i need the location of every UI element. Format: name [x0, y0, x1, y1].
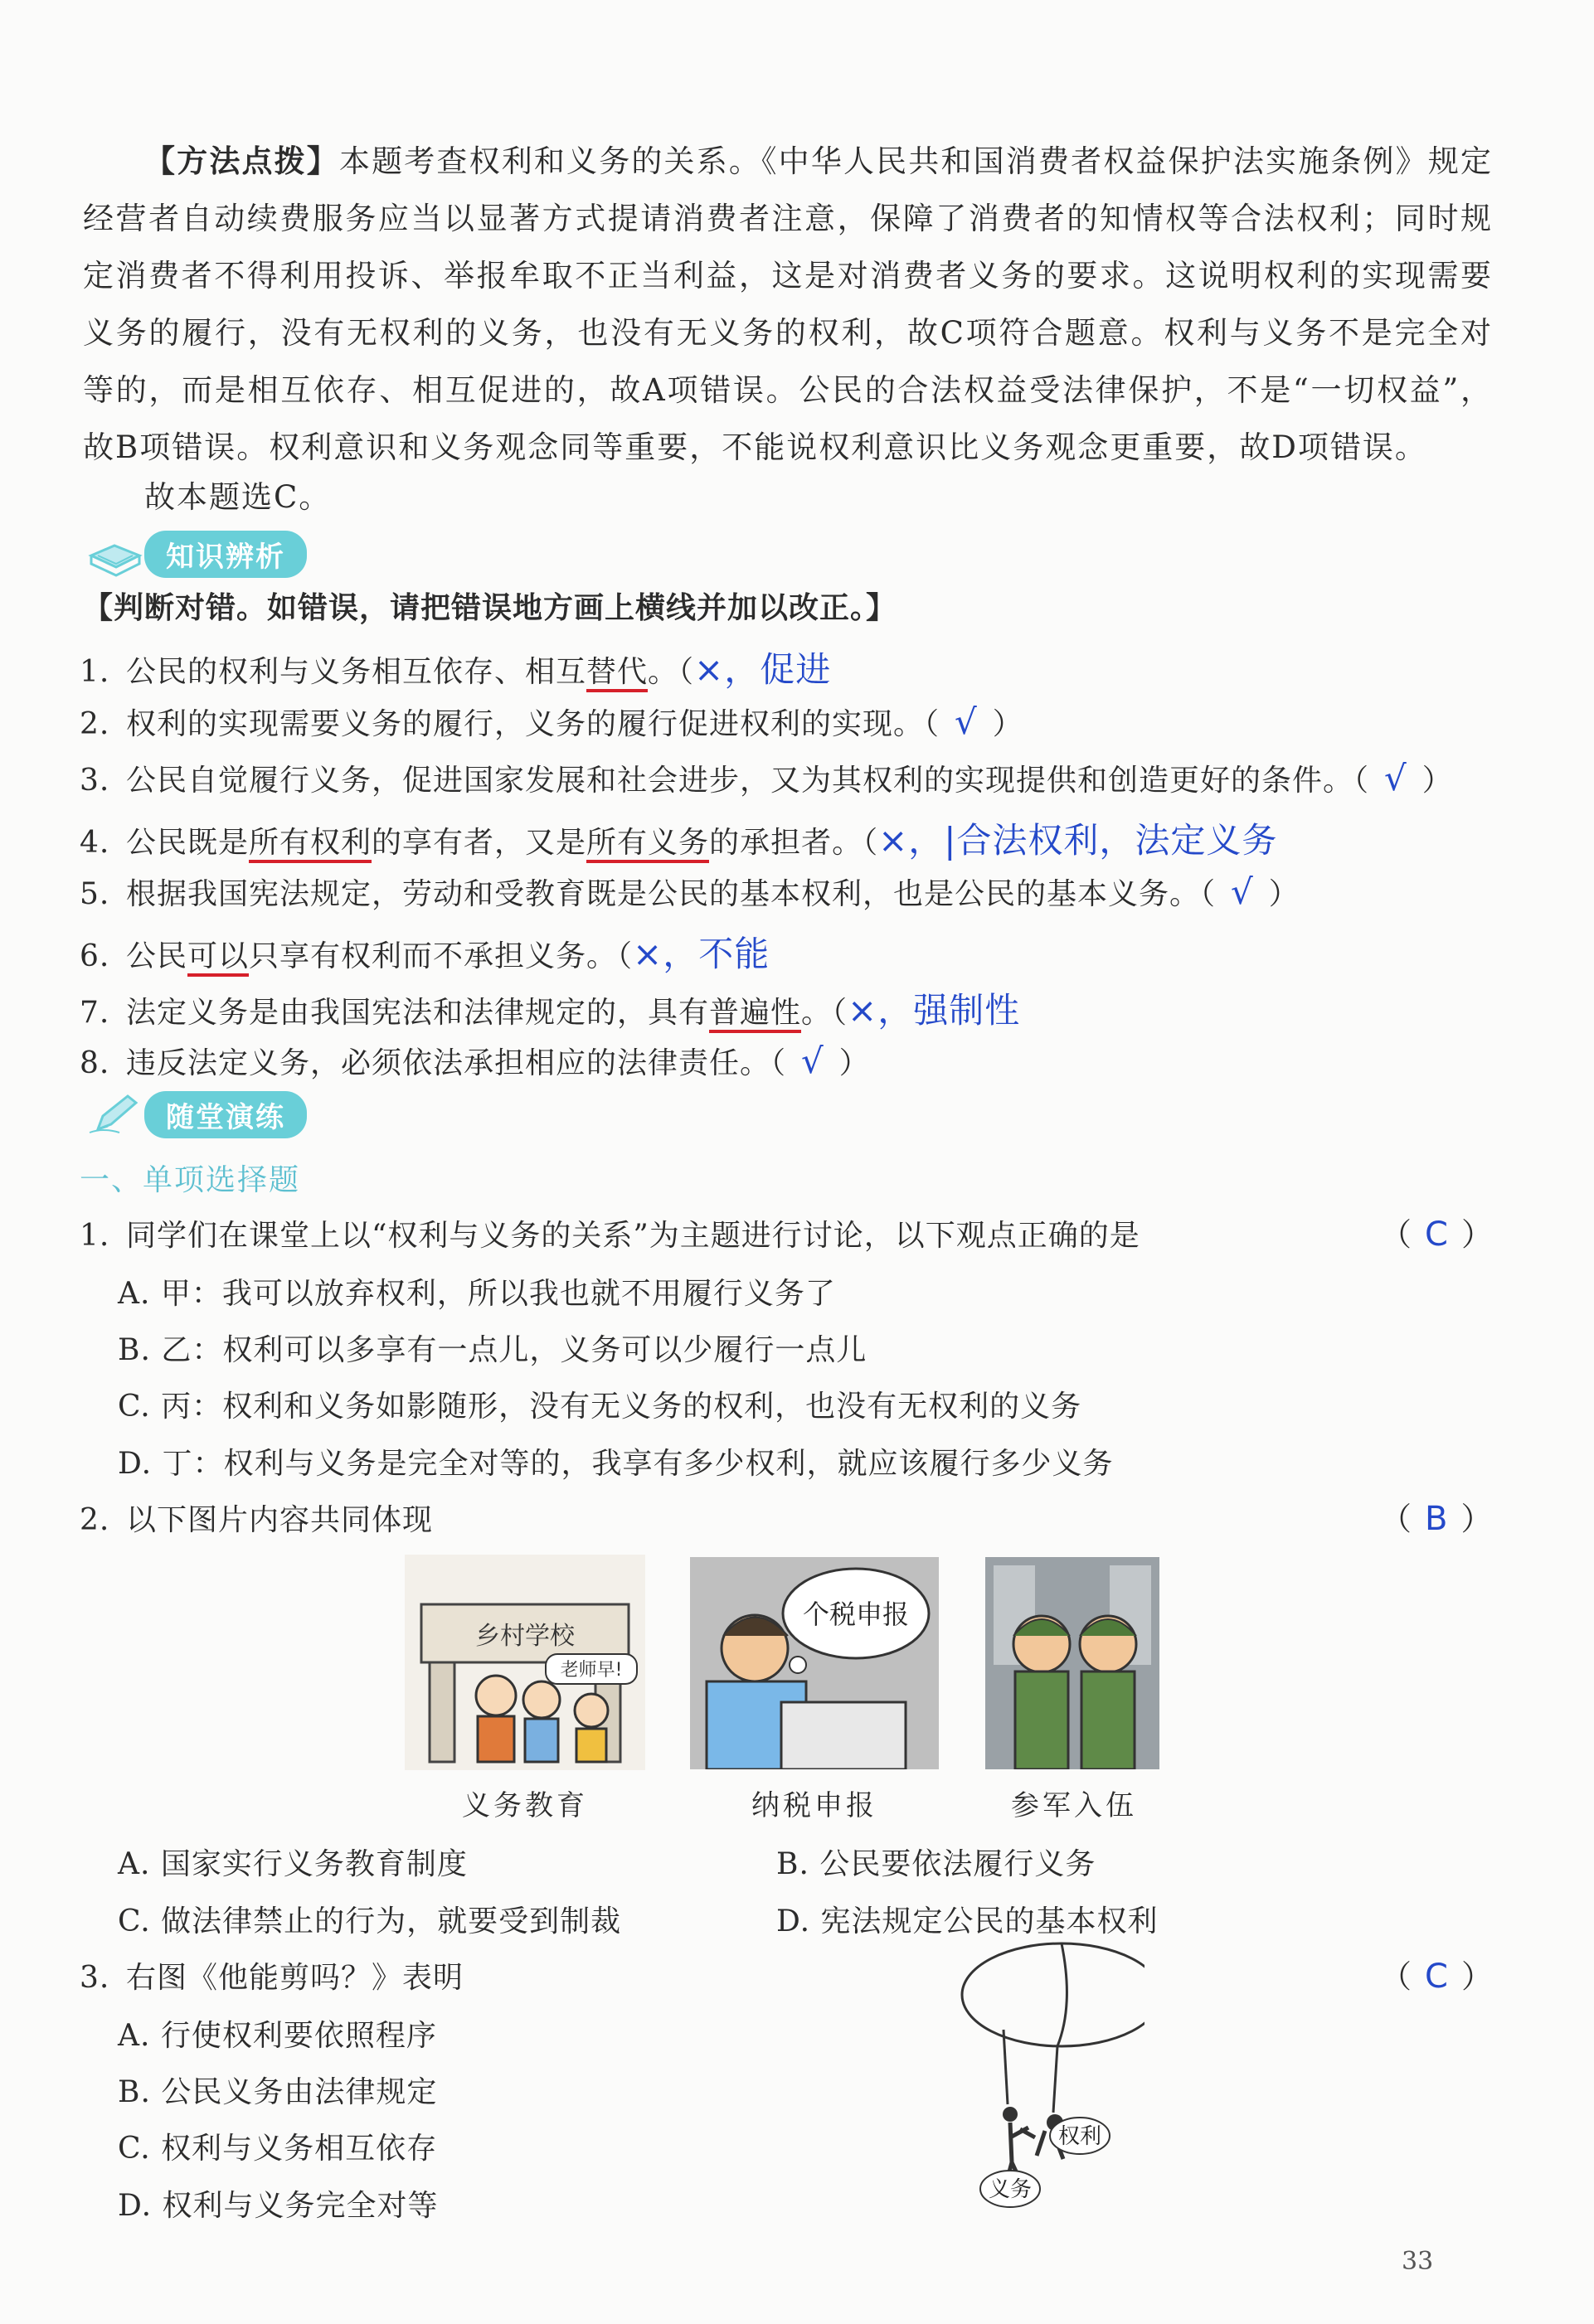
figure-can-he-cut	[929, 1938, 1144, 2212]
question-1	[80, 1212, 1140, 1254]
item-text: 的享有者，又是	[372, 826, 587, 860]
item-text: 公民既是	[126, 826, 250, 860]
caption-tax-filing: 纳税申报	[751, 1789, 877, 1822]
judgment-8	[80, 1040, 870, 1082]
handwritten-answer: B	[1425, 1500, 1448, 1538]
judgment-5	[80, 871, 1300, 913]
judgment-4	[80, 813, 1277, 863]
handwritten-answer: C	[1425, 1958, 1448, 1996]
answer-bracket-q2: （ B ）	[1380, 1500, 1493, 1538]
method-conclusion: 故本题选C。	[144, 479, 332, 515]
page-number: 33	[1402, 2247, 1434, 2276]
item-text: ）	[992, 707, 1023, 741]
school-sign: 乡村学校	[475, 1622, 575, 1651]
item-text: 公民自觉履行义务，促进国家发展和社会进步，又为其权利的实现提供和创造更好的条件。（	[126, 764, 1370, 798]
books-icon	[86, 531, 144, 577]
question-stem: 右图《他能剪吗？》表明	[126, 1961, 464, 1995]
item-number: 4.	[80, 826, 110, 860]
handwritten-answer: √	[1231, 871, 1254, 912]
item-text: 根据我国宪法规定，劳动和受教育既是公民的基本权利，也是公民的基本义务。（	[126, 877, 1217, 911]
item-number: 3.	[80, 764, 110, 798]
item-text: 只享有权利而不承担义务。（	[249, 939, 634, 973]
question-number: 3.	[80, 1961, 110, 1995]
item-number: 8.	[80, 1046, 110, 1080]
item-text: 法定义务是由我国宪法和法律规定的，具有	[126, 996, 710, 1030]
section-badge-knowledge	[86, 531, 307, 577]
handwritten-answer: ×，强制性	[848, 990, 1021, 1031]
question-stem: 同学们在课堂上以“权利与义务的关系”为主题进行讨论，以下观点正确的是	[126, 1219, 1140, 1253]
picture-compulsory-education	[405, 1555, 645, 1770]
method-lead: 【方法点拨】	[144, 143, 339, 179]
q1-option-a: A. 甲：我可以放弃权利，所以我也就不用履行义务了	[118, 1277, 836, 1311]
q2-option-a: A. 国家实行义务教育制度	[118, 1847, 468, 1881]
picture-military-service	[985, 1557, 1159, 1769]
question-2	[80, 1497, 433, 1539]
item-text: 权利的实现需要义务的履行，义务的履行促进权利的实现。（	[126, 707, 940, 741]
handwritten-answer: √	[1384, 758, 1407, 798]
q3-option-c: C. 权利与义务相互依存	[118, 2132, 438, 2166]
question-stem: 以下图片内容共同体现	[126, 1503, 434, 1537]
underlined-error: 普遍性	[709, 996, 801, 1033]
picture-tax-filing	[690, 1557, 939, 1769]
item-text: 公民	[126, 939, 188, 973]
caption-military-service: 参军入伍	[1011, 1789, 1137, 1822]
instruction: 【判断对错。如错误，请把错误地方画上横线并加以改正。】	[83, 591, 897, 625]
item-text: 。（	[648, 655, 695, 689]
duty-label: 义务	[988, 2177, 1033, 2202]
item-number: 5.	[80, 877, 110, 911]
answer-bracket-q1: （ C ）	[1380, 1215, 1493, 1254]
question-3	[80, 1954, 464, 1997]
caption-compulsory-education: 义务教育	[462, 1789, 588, 1822]
q2-option-b: B. 公民要依法履行义务	[776, 1847, 1096, 1881]
judgment-1	[80, 643, 831, 692]
q2-option-c: C. 做法律禁止的行为，就要受到制裁	[118, 1904, 622, 1938]
question-number: 2.	[80, 1503, 110, 1537]
method-paragraph	[83, 133, 1493, 476]
item-number: 6.	[80, 939, 110, 973]
item-text: ）	[1268, 877, 1300, 911]
underlined-error: 所有义务	[586, 826, 709, 863]
method-text: 本题考查权利和义务的关系。《中华人民共和国消费者权益保护法实施条例》规定经营者自动续费服务应当以显著方式提请消费者注意，保障了消费者的知情权等合法权利；同时规定消费者不得利用投诉、举报牟取不正当利益，这是对消费者义务的要求。这说明权利的实现需要义务的履行，没有无权利的义务，也没有无义务的权利，故C项符合题意。权利与义务不是完全对等的，而是相互依存、相互促进的，故A项错误。公民的合法权益受法律保护，不是“一切权益”，故B项错误。权利意识和义务观念同等重要，不能说权利意识比义务观念更重要，故D项错误。	[83, 143, 1493, 465]
item-number: 1.	[80, 655, 110, 689]
underlined-error: 替代	[586, 655, 648, 692]
handwritten-answer: √	[955, 701, 978, 742]
judgment-7	[80, 983, 1020, 1033]
handwritten-answer: ×，|合法权利，法定义务	[878, 820, 1278, 861]
item-text: ）	[1421, 764, 1453, 798]
item-text: 违反法定义务，必须依法承担相应的法律责任。（	[126, 1046, 787, 1080]
q2-option-d: D. 宪法规定公民的基本权利	[776, 1904, 1159, 1938]
handwritten-answer: C	[1425, 1215, 1448, 1254]
underlined-error: 可以	[187, 939, 249, 977]
item-number: 7.	[80, 996, 110, 1030]
underlined-error: 所有权利	[249, 826, 372, 863]
pencil-icon	[86, 1091, 144, 1138]
q1-option-c: C. 丙：权利和义务如影随形，没有无义务的权利，也没有无权利的义务	[118, 1390, 1082, 1424]
section-badge-practice	[86, 1091, 307, 1138]
handwritten-answer: √	[801, 1041, 824, 1081]
question-number: 1.	[80, 1219, 110, 1253]
item-text: 的承担者。（	[709, 826, 879, 860]
item-number: 2.	[80, 707, 110, 741]
section-title: 随堂演练	[144, 1091, 307, 1138]
item-text: 。（	[801, 996, 848, 1030]
q3-option-a: A. 行使权利要依照程序	[118, 2019, 437, 2053]
judgment-3	[80, 757, 1453, 799]
q1-option-d: D. 丁：权利与义务是完全对等的，我享有多少权利，就应该履行多少义务	[118, 1447, 1114, 1481]
handwritten-answer: ×，不能	[633, 934, 770, 974]
greeting-bubble: 老师早!	[560, 1660, 623, 1681]
q3-option-d: D. 权利与义务完全对等	[118, 2189, 439, 2223]
handwritten-answer: ×，促进	[694, 649, 832, 690]
part-title: 一、单项选择题	[80, 1163, 301, 1197]
judgment-2	[80, 701, 1023, 743]
item-text: ）	[838, 1046, 870, 1080]
judgment-6	[80, 927, 770, 977]
q3-option-b: B. 公民义务由法律规定	[118, 2075, 438, 2109]
item-text: 公民的权利与义务相互依存、相互	[126, 655, 587, 689]
q1-option-b: B. 乙：权利可以多享有一点儿，义务可以少履行一点儿	[118, 1333, 867, 1367]
answer-bracket-q3: （ C ）	[1380, 1958, 1493, 1996]
rights-label: 权利	[1057, 2124, 1102, 2149]
section-title: 知识辨析	[144, 531, 307, 578]
tax-bubble: 个税申报	[802, 1599, 910, 1630]
